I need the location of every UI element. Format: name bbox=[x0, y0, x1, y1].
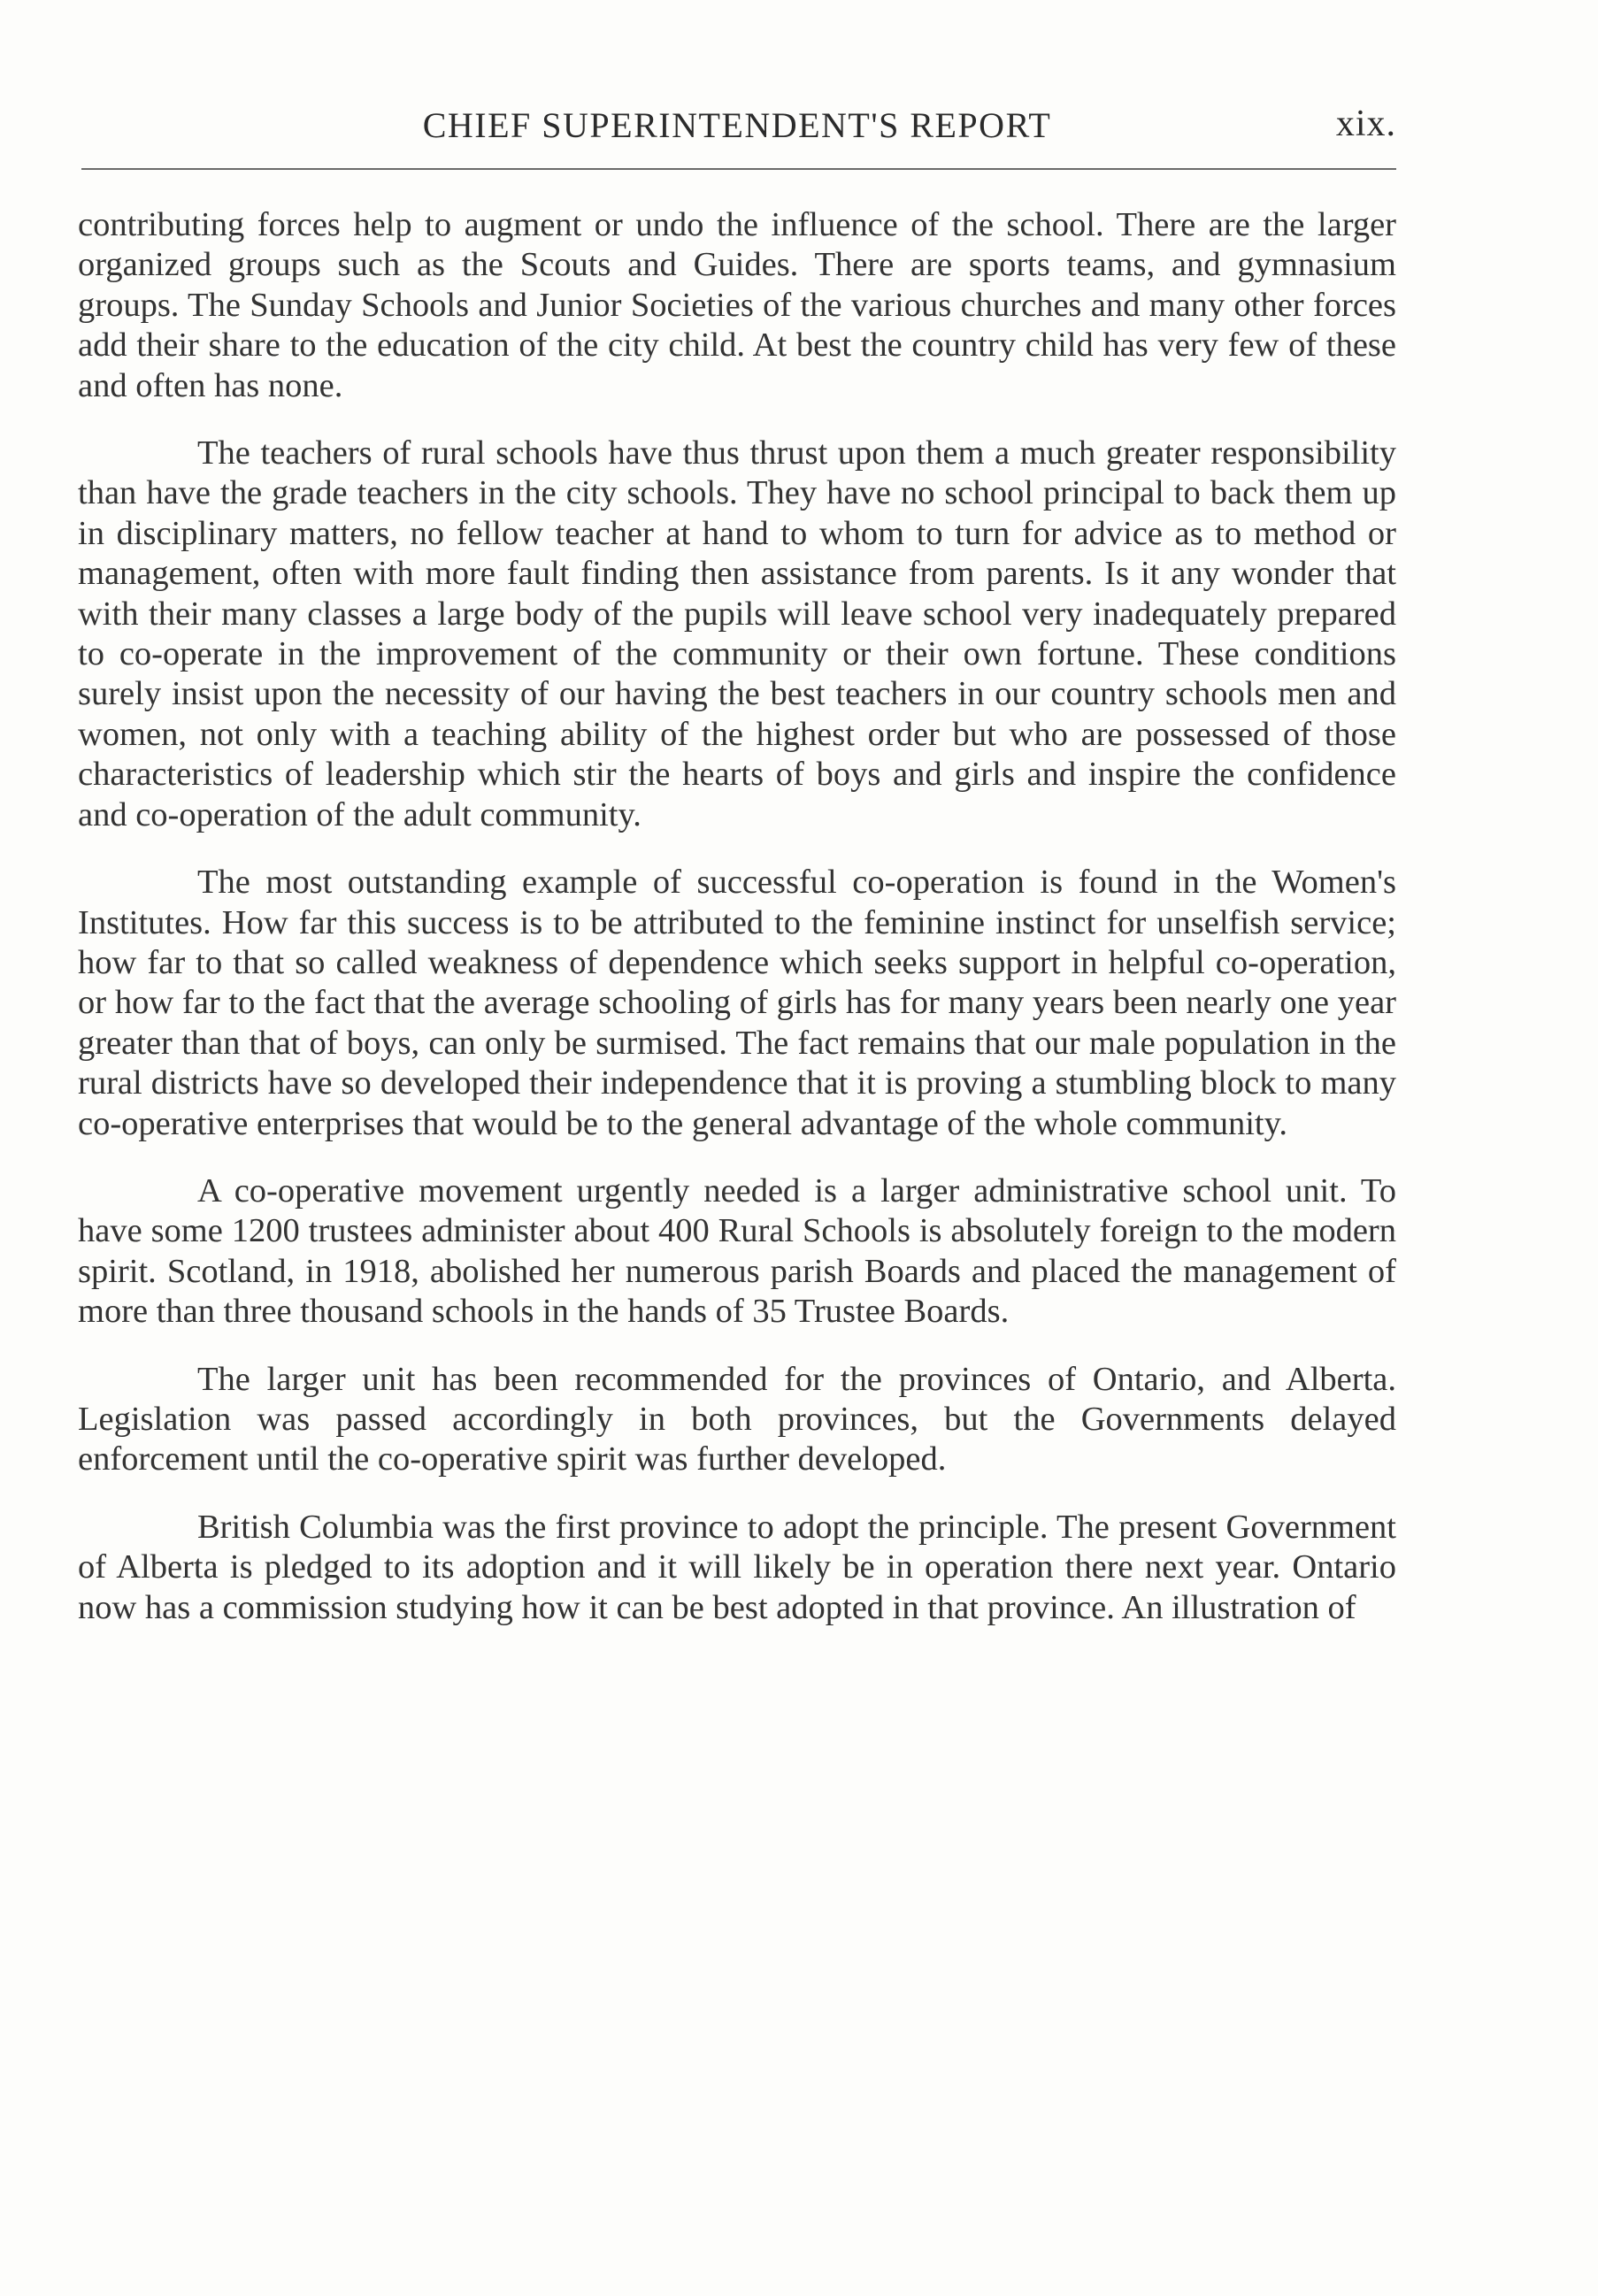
paragraph-4: A co-operative movement urgently needed is a larger administrative school unit. To have some 1200 trustees administer about 400 Rural Schools is absolutely foreign to the modern spirit. Scotland, in 1918, abolished her numerous parish Boards and placed the management of more than three thousand schools in the hands of 35 Trustee Boards. bbox=[78, 1171, 1396, 1331]
paragraph-5: The larger unit has been recommended for the provinces of Ontario, and Alberta. Legislation was passed accordingly in both provinces, but the Governments delayed enforcement until the co-operative spirit was further developed. bbox=[78, 1360, 1396, 1478]
paragraph-2: The teachers of rural schools have thus thrust upon them a much greater responsibility than have the grade teachers in the city schools. They have no school principal to back them up in disciplinary matters, no fellow teacher at hand to whom to turn for advice as to method or management, often with more fault finding then assistance from parents. Is it any wonder that with their many classes a large body of the pupils will leave school very inadequately prepared to co-operate in the improvement of the community or their own fortune. These conditions surely insist upon the necessity of our having the best teachers in our country schools men and women, not only with a teaching ability of the highest order but who are possessed of those characteristics of leadership which stir the hearts of boys and girls and inspire the confidence and co-operation of the adult community. bbox=[78, 434, 1396, 833]
paragraph-3: The most outstanding example of successful co-operation is found in the Women's Institutes. How far this success is to be attributed to the feminine instinct for unselfish service; how far to that so called weakness of dependence which seeks support in helpful co-operation, or how far to the fact that the average schooling of girls has for many years been nearly one year greater than that of boys, can only be surmised. The fact remains that our male population in the rural districts have so developed their independence that it is proving a stumbling block to many co-operative enterprises that would be to the general advantage of the whole community. bbox=[78, 864, 1396, 1142]
running-title: CHIEF SUPERINTENDENT'S REPORT bbox=[422, 105, 1052, 145]
paragraph-1: contributing forces help to augment or undo the influence of the school. There are the larger organized groups such as the Scouts and Guides. There are sports teams, and gymnasium groups. The Sunday Schools and Junior Societies of the various churches and many other forces add their share to the education of the city child. At best the country child has very few of these and often has none. bbox=[78, 206, 1396, 404]
header-rule bbox=[81, 168, 1396, 170]
page-number: xix. bbox=[1335, 104, 1396, 144]
body-text bbox=[78, 205, 1396, 1655]
page-header bbox=[78, 99, 1396, 152]
paragraph-6: British Columbia was the first province to adopt the principle. The present Government of Alberta is pledged to its adoption and it will likely be in operation there next year. Ontario now has a commission studying how it can be best adopted in that province. An illustration of bbox=[78, 1508, 1396, 1626]
